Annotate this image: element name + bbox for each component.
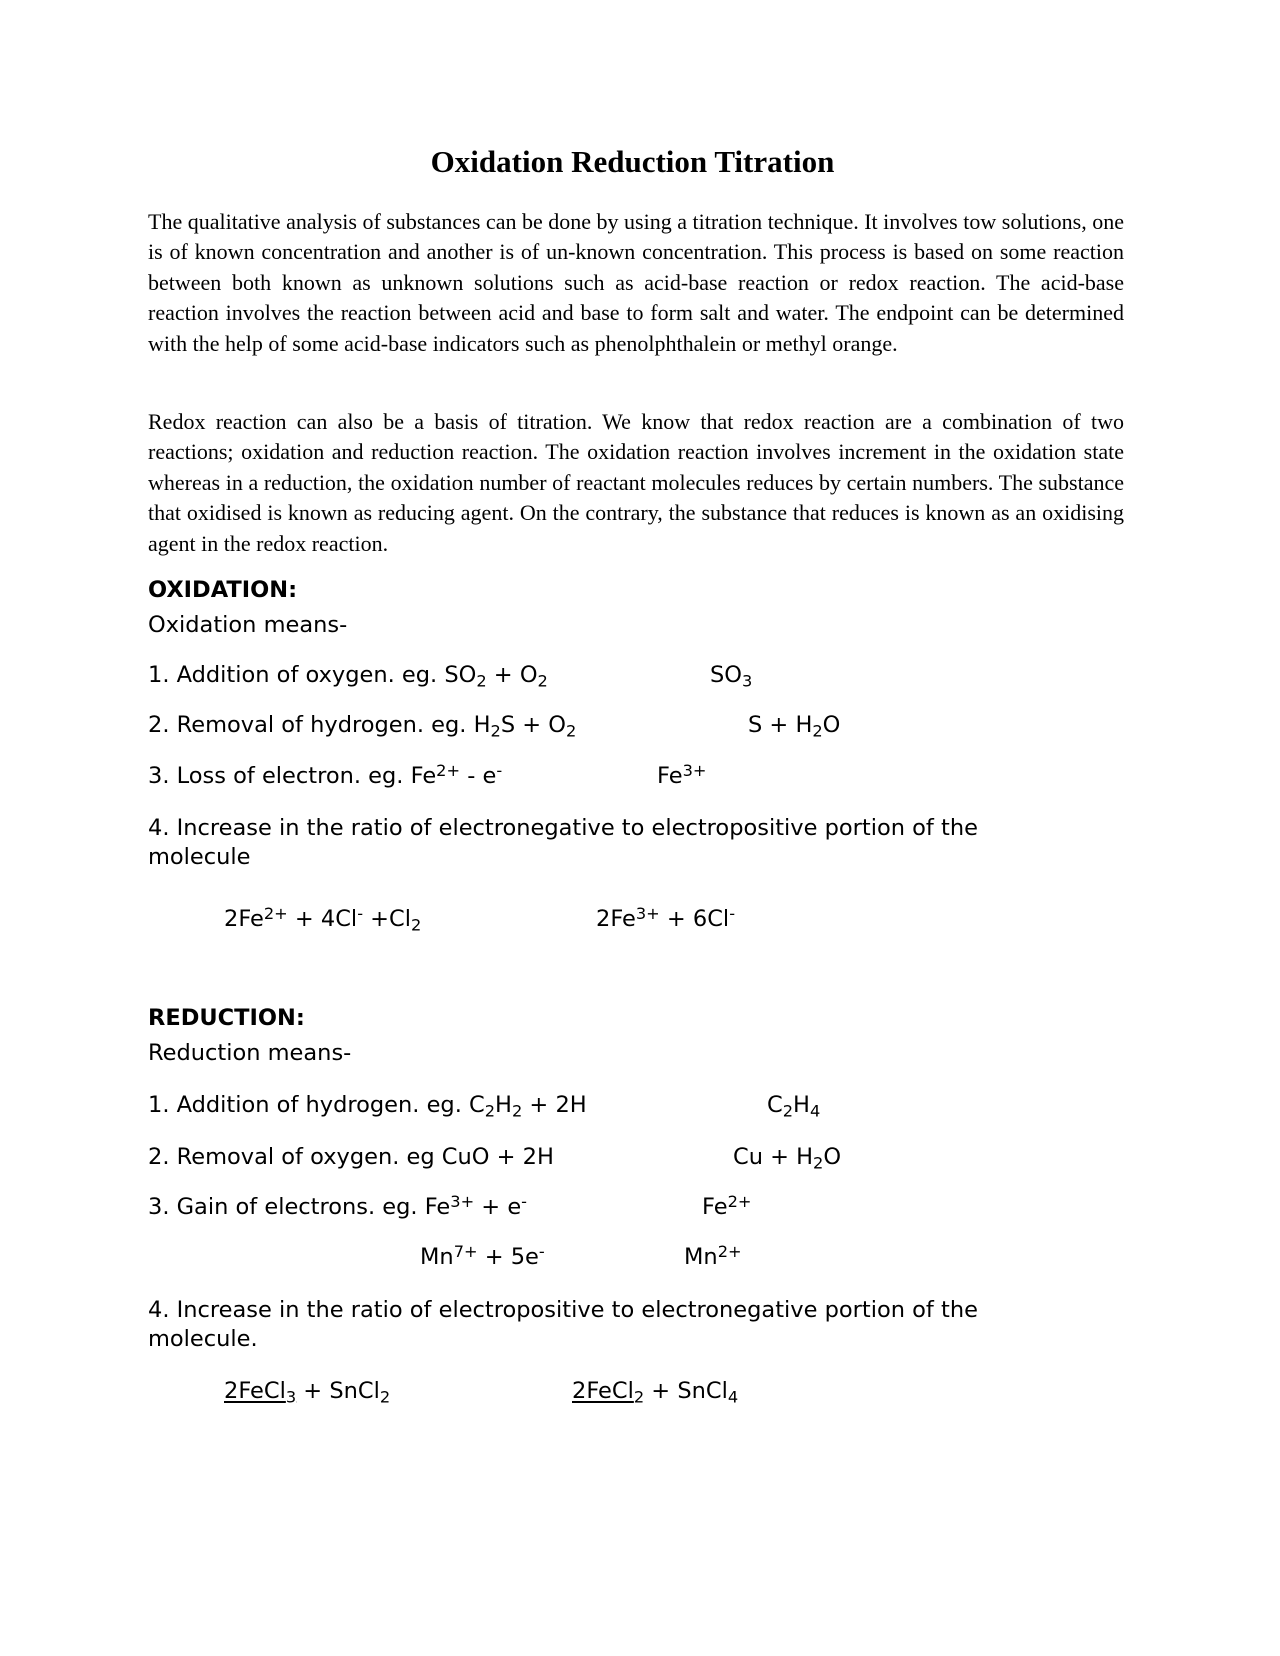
oxidation-item-1-product: $SO_3$ [710,662,753,691]
reduction-item-4-label: 4. Increase in the ratio of electropositive to electronegative portion of the [148,1297,978,1323]
oxidation-item-1-reactants: 1. Addition of oxygen. eg. $SO_2 + O_2$ [148,662,548,691]
reduction-intro: Reduction means- [148,1040,352,1066]
oxidation-item-2-reactants: 2. Removal of hydrogen. eg. $H_2S + O_2$ [148,712,577,741]
reduction-item-4-reactants: 2FeCl$_3$ + SnCl$_2$ [224,1378,391,1407]
oxidation-item-3-reactants: 3. Loss of electron. eg. $Fe^{2+} - e^-$ [148,761,503,789]
reduction-item-2-product: $Cu + H_2O$ [733,1144,842,1173]
oxidation-intro: Oxidation means- [148,612,348,638]
reduction-item-3b-reactants: $Mn^{7+} + 5e^-$ [420,1242,545,1270]
oxidation-item-4-label-cont: molecule [148,844,251,870]
reduction-item-3b-product: $Mn^{2+}$ [684,1242,742,1270]
reduction-item-2-reactants: 2. Removal of oxygen. eg CuO + 2H [148,1144,554,1170]
reduction-item-4-label-cont: molecule. [148,1326,258,1352]
reduction-item-1-product: $C_2H_4$ [767,1092,821,1121]
reduction-item-4-products: 2FeCl$_2$ + SnCl$_4$ [572,1378,739,1407]
page-title: Oxidation Reduction Titration [430,144,835,179]
oxidation-item-4-products: $2Fe^{3+} + 6Cl^-$ [596,904,736,932]
reduction-heading: REDUCTION: [148,1005,305,1031]
underlined-product: 2FeCl$_2$ [572,1378,645,1407]
reduction-item-1-reactants: 1. Addition of hydrogen. eg. $C_2H_2 + 2H$ [148,1092,587,1121]
oxidation-item-2-product: $S + H_2O$ [748,712,841,741]
oxidation-heading: OXIDATION: [148,577,298,603]
oxidation-item-4-label: 4. Increase in the ratio of electronegative to electropositive portion of the [148,815,978,841]
underlined-reactant: 2FeCl$_3$ [224,1378,297,1407]
oxidation-item-3-product: $Fe^{3+}$ [657,761,707,789]
reduction-item-3-reactants: 3. Gain of electrons. eg. $Fe^{3+} + e^-$ [148,1192,527,1220]
oxidation-item-4-reactants: $2Fe^{2+} + 4Cl^- +Cl_2$ [224,904,422,935]
intro-paragraph-1: The qualitative analysis of substances can be done by using a titration technique. It involves tow solutions, one is of known concentration and another is of un-known concentration. This process is based on some reaction between both known as unknown solutions such as acid-base reaction or redox reaction. The acid-base reaction involves the reaction between acid and base to form salt and water. The endpoint can be determined with the help of some acid-base indicators such as phenolphthalein or methyl orange. [148,209,1124,356]
reduction-item-3-product: $Fe^{2+}$ [702,1192,752,1220]
intro-paragraph-2: Redox reaction can also be a basis of titration. We know that redox reaction are a combination of two reactions; oxidation and reduction reaction. The oxidation reaction involves increment in the oxidation state whereas in a reduction, the oxidation number of reactant molecules reduces by certain numbers. The substance that oxidised is known as reducing agent. On the contrary, the substance that reduces is known as an oxidising agent in the redox reaction. [148,409,1124,556]
